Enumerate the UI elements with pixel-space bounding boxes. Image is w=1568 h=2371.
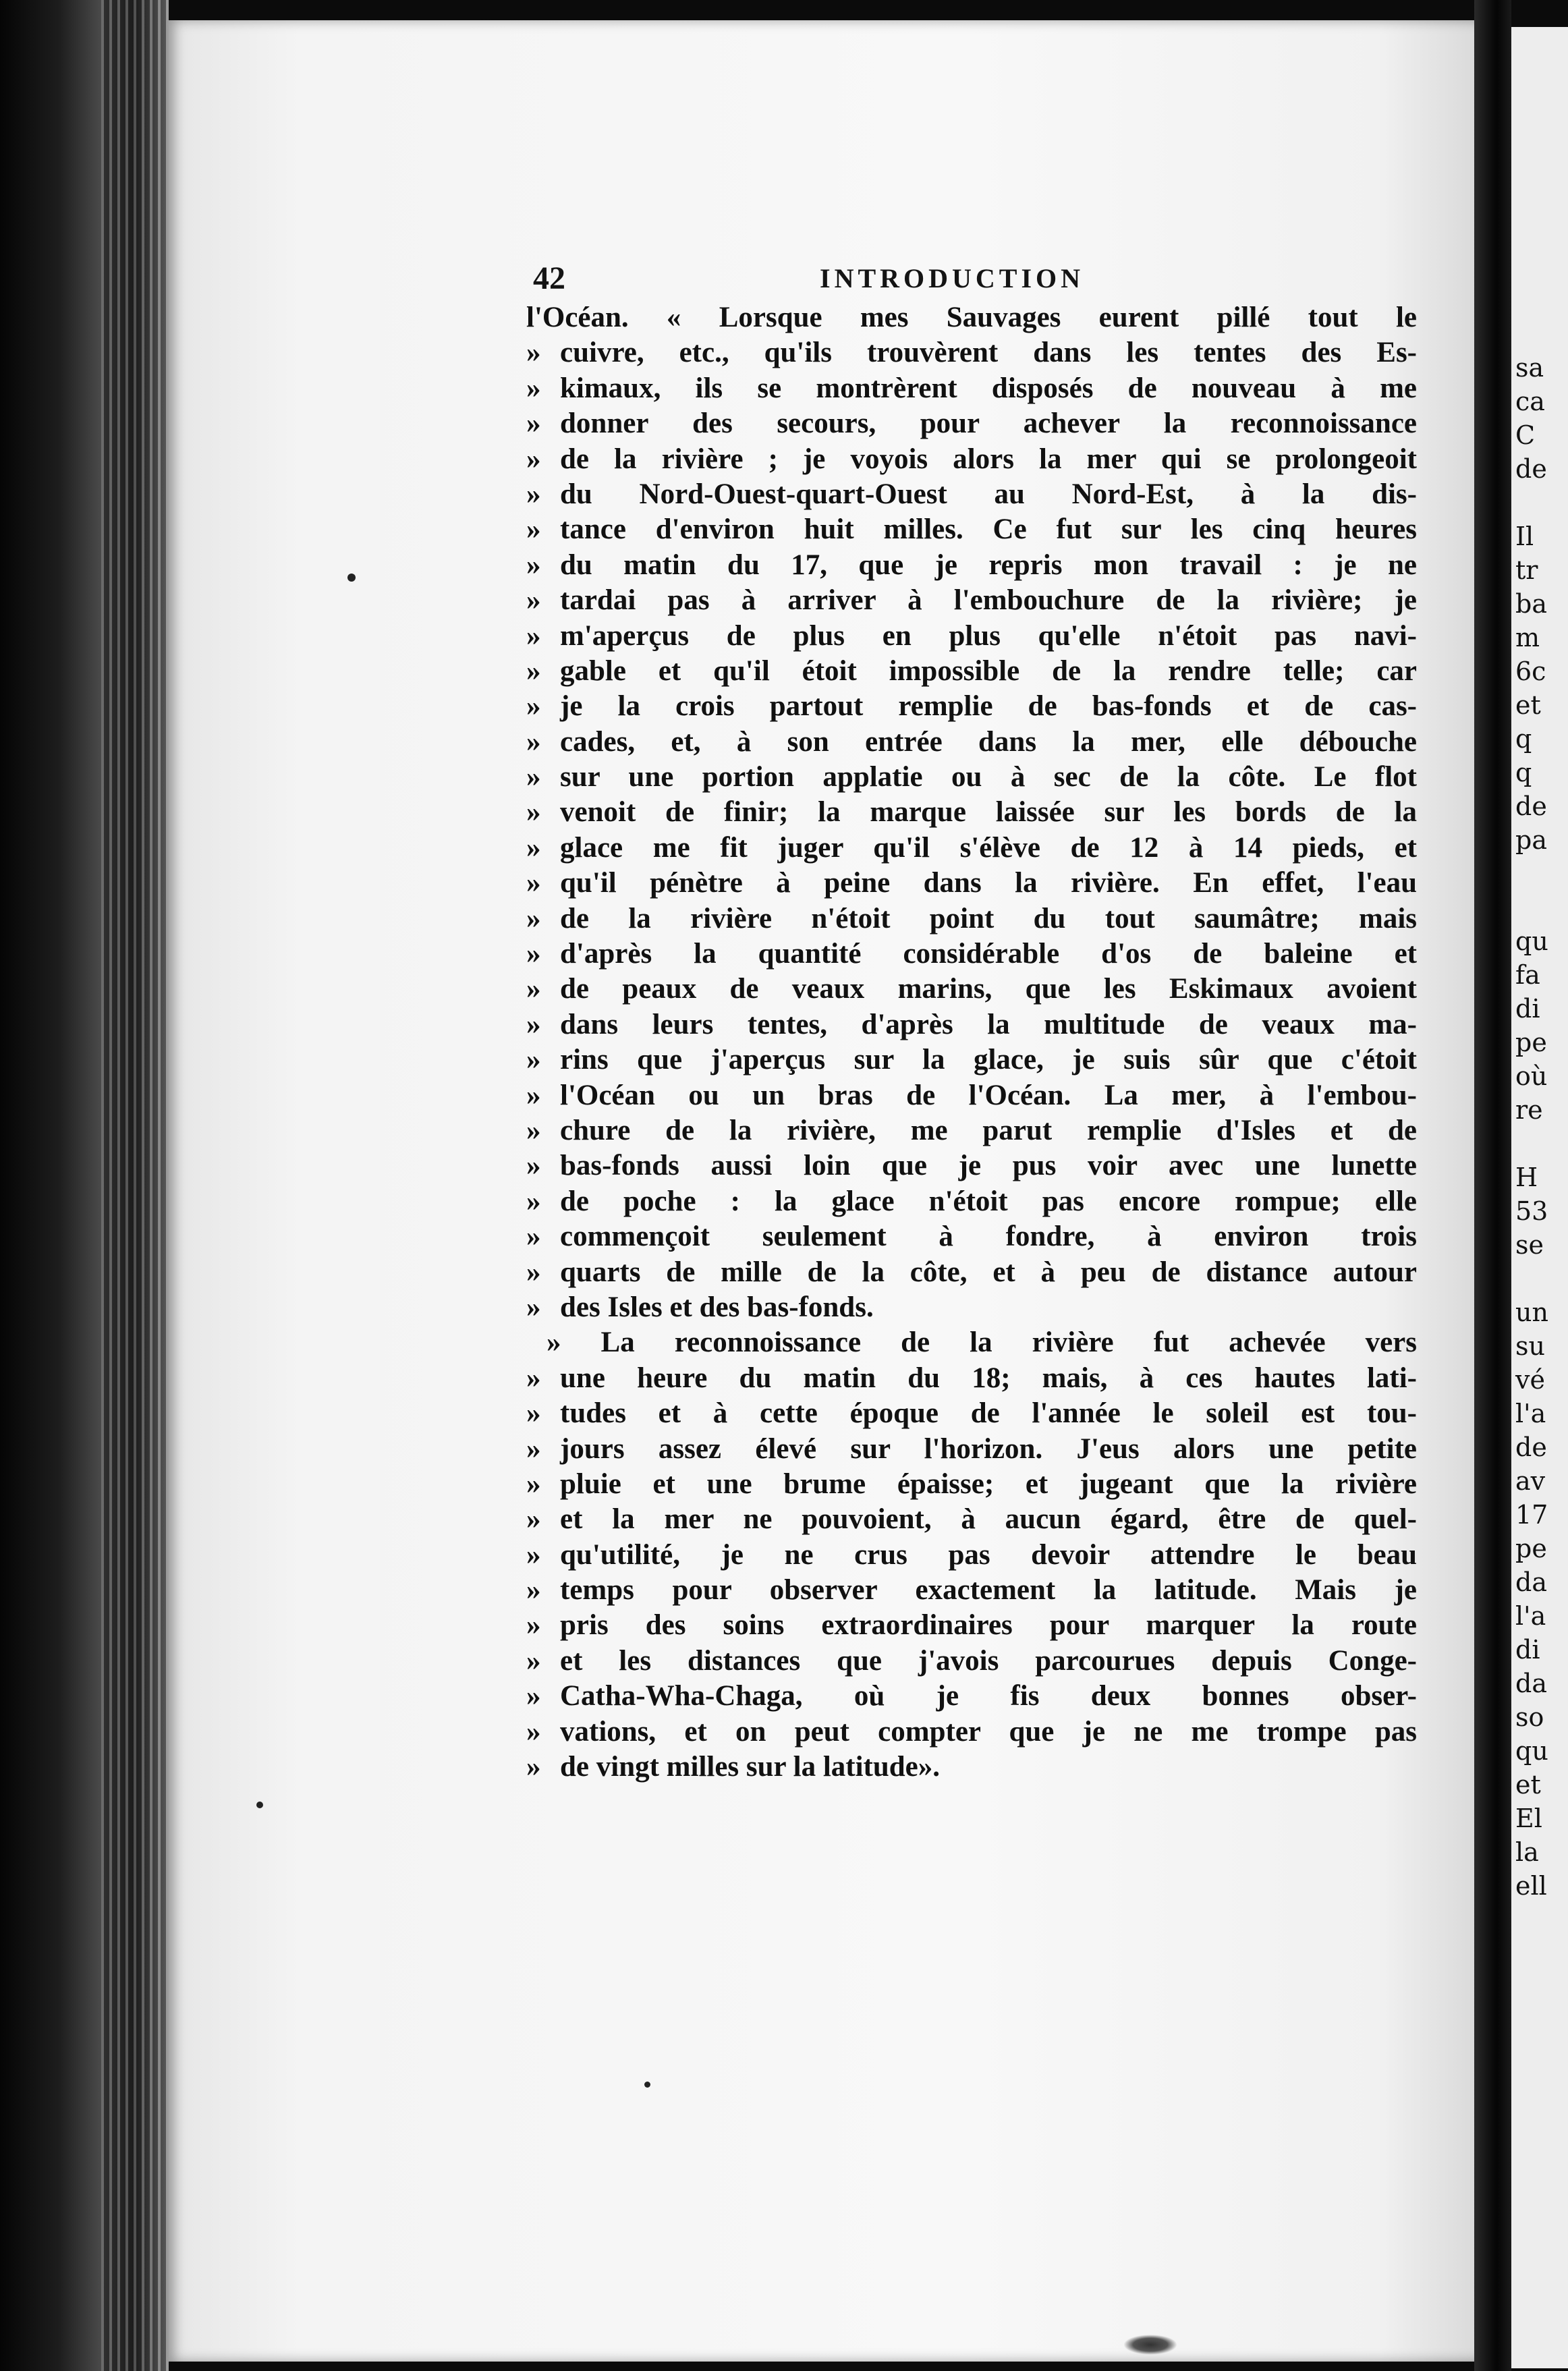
text-line — [526, 1042, 1417, 1078]
text-line — [526, 335, 1417, 370]
text-line-content: pluie et une brume épaisse; et jugeant que la rivière — [560, 1468, 1417, 1500]
text-line — [526, 795, 1417, 830]
text-line — [526, 1538, 1417, 1573]
quote-marker: » — [526, 1114, 541, 1146]
quote-marker: » — [526, 1185, 541, 1217]
text-line-content: d'après la quantité considérable d'os de baleine et — [560, 938, 1417, 970]
text-line — [526, 1078, 1417, 1113]
facing-page-fragment: fa — [1515, 960, 1540, 990]
text-line — [526, 1608, 1417, 1643]
text-line-content: gable et qu'il étoit impossible de la rendre telle; car — [560, 654, 1417, 687]
text-line-content: une heure du matin du 18; mais, à ces hautes lati- — [560, 1362, 1417, 1394]
facing-page-fragment: su — [1515, 1331, 1545, 1361]
facing-page-fragment: de — [1515, 1432, 1547, 1462]
quote-marker: » — [526, 1468, 541, 1500]
facing-page-fragment — [1515, 1262, 1568, 1295]
text-line — [526, 901, 1417, 937]
facing-page-fragment — [1515, 857, 1568, 891]
facing-page-fragment: de — [1515, 791, 1547, 821]
quote-marker: » — [526, 1609, 541, 1642]
text-line — [526, 1184, 1417, 1219]
quote-marker: » — [526, 513, 541, 546]
quote-marker: » — [526, 867, 541, 899]
text-line-content: de poche : la glace n'étoit pas encore rompue; elle — [560, 1185, 1417, 1217]
facing-page-fragment: m — [1515, 623, 1540, 652]
text-line — [526, 512, 1417, 547]
paper-speck — [347, 574, 356, 582]
text-line — [526, 619, 1417, 654]
quote-marker: » — [526, 1644, 541, 1677]
text-line-content: de vingt milles sur la latitude». — [560, 1751, 941, 1783]
text-line — [526, 1644, 1417, 1679]
quote-marker: » — [526, 1008, 541, 1040]
text-line-content: venoit de finir; la marque laissée sur les bords de la — [560, 796, 1417, 829]
quote-marker: » — [526, 1715, 541, 1748]
facing-page-fragment: 53 — [1515, 1196, 1548, 1226]
facing-page-fragment: sa — [1515, 353, 1544, 383]
facing-page-fragment: 6c — [1515, 657, 1546, 686]
text-line-content: qu'il pénètre à peine dans la rivière. En effet, l'eau — [560, 867, 1417, 899]
facing-page-fragment: q — [1515, 724, 1532, 754]
quote-marker: » — [526, 1538, 541, 1571]
quote-marker: » — [526, 1503, 541, 1536]
text-line-content: du matin du 17, que je repris mon travail : je ne — [560, 549, 1417, 581]
facing-page-fragment: et — [1515, 690, 1541, 720]
quote-marker: » — [526, 1079, 541, 1111]
text-line-content: qu'utilité, je ne crus pas devoir attendre le beau — [560, 1538, 1417, 1571]
facing-page-fragment: qu — [1515, 1736, 1548, 1766]
quote-marker: » — [526, 619, 541, 652]
text-line-content: l'Océan ou un bras de l'Océan. La mer, à l'embou- — [560, 1079, 1417, 1111]
facing-page-fragment: qu — [1515, 926, 1548, 956]
facing-page-fragment: où — [1515, 1061, 1548, 1091]
text-line — [526, 477, 1417, 512]
running-head: INTRODUCTION — [820, 263, 1085, 294]
text-line — [526, 972, 1417, 1007]
quote-marker: » — [526, 443, 541, 475]
text-line — [526, 654, 1417, 689]
text-line — [526, 1467, 1417, 1502]
text-line-content: cuivre, etc., qu'ils trouvèrent dans les tentes des Es- — [560, 337, 1417, 369]
quote-marker: » — [526, 337, 541, 369]
text-line-content: donner des secours, pour achever la reconnoissance — [560, 408, 1417, 440]
text-line — [526, 760, 1417, 795]
facing-page-fragment: ell — [1515, 1871, 1547, 1901]
text-line-content: Catha-Wha-Chaga, où je fis deux bonnes obser- — [560, 1680, 1417, 1712]
facing-page-fragment: pe — [1515, 1028, 1547, 1057]
quote-marker: » — [526, 654, 541, 687]
book-binding-edge — [0, 0, 169, 2371]
text-line — [526, 1255, 1417, 1290]
quote-marker: » — [526, 372, 541, 404]
quote-marker: » — [526, 796, 541, 829]
text-line — [526, 1714, 1417, 1750]
text-line — [526, 300, 1417, 335]
text-line-content: kimaux, ils se montrèrent disposés de nouveau à me — [560, 372, 1417, 404]
quote-marker: » — [526, 902, 541, 935]
text-line-content: m'aperçus de plus en plus qu'elle n'étoit pas navi- — [560, 619, 1417, 652]
text-line-content: jours assez élevé sur l'horizon. J'eus alors une petite — [560, 1432, 1417, 1465]
text-line — [526, 371, 1417, 406]
facing-page-sliver — [1511, 27, 1568, 2368]
book-gutter — [1474, 0, 1511, 2371]
text-line-content: je la crois partout remplie de bas-fonds et de cas- — [560, 690, 1417, 723]
quote-marker: » — [526, 1256, 541, 1288]
quote-marker: » — [526, 1221, 541, 1253]
quote-marker: » — [526, 831, 541, 864]
text-line-content: et la mer ne pouvoient, à aucun égard, être de quel- — [560, 1503, 1417, 1536]
text-line — [526, 1750, 1417, 1785]
facing-page-fragment: av — [1515, 1466, 1546, 1496]
facing-page-fragment: vé — [1515, 1365, 1545, 1395]
text-line — [526, 406, 1417, 441]
text-line — [526, 831, 1417, 866]
quote-marker: » — [526, 584, 541, 617]
text-line — [526, 1679, 1417, 1714]
facing-page-fragment: ca — [1515, 387, 1545, 416]
facing-page-fragment: et — [1515, 1770, 1541, 1800]
text-line — [526, 583, 1417, 618]
text-line — [526, 1432, 1417, 1467]
facing-page-fragment: C — [1515, 420, 1536, 450]
text-line — [526, 548, 1417, 583]
text-line-content: cades, et, à son entrée dans la mer, elle débouche — [560, 725, 1417, 758]
quote-marker: » — [526, 690, 541, 723]
text-line — [526, 1219, 1417, 1254]
facing-page-fragment: da — [1515, 1669, 1547, 1698]
text-line-content: vations, et on peut compter que je ne me trompe pas — [560, 1715, 1417, 1748]
text-line — [526, 1290, 1417, 1325]
facing-page-fragment: di — [1515, 994, 1540, 1024]
quote-marker: » — [526, 761, 541, 793]
facing-page-fragment: tr — [1515, 555, 1538, 585]
text-line-content: temps pour observer exactement la latitude. Mais je — [560, 1574, 1417, 1607]
facing-page-fragment: 17 — [1515, 1500, 1548, 1530]
text-line-content: et les distances que j'avois parcourues depuis Conge- — [560, 1644, 1417, 1677]
text-line-content: quarts de mille de la côte, et à peu de distance autour — [560, 1256, 1417, 1288]
text-line-content: dans leurs tentes, d'après la multitude de veaux ma- — [560, 1008, 1417, 1040]
facing-page-fragment — [1515, 486, 1568, 520]
quote-marker: » — [526, 973, 541, 1005]
quote-marker: » — [526, 1397, 541, 1430]
facing-page-fragment: so — [1515, 1702, 1544, 1732]
text-line-content: rins que j'aperçus sur la glace, je suis sûr que c'étoit — [560, 1044, 1417, 1076]
facing-page-fragment: pe — [1515, 1534, 1547, 1563]
quote-marker: » — [526, 1680, 541, 1712]
text-line — [526, 1007, 1417, 1042]
text-line — [526, 442, 1417, 477]
quote-marker: » — [526, 1291, 541, 1323]
facing-page-fragment: pa — [1515, 825, 1547, 855]
page-number: 42 — [533, 260, 565, 296]
facing-page-fragment — [1515, 1127, 1568, 1161]
text-line — [526, 725, 1417, 760]
quote-marker: » — [526, 1574, 541, 1607]
text-line-content: de la rivière ; je voyois alors la mer qui se prolongeoit — [560, 443, 1417, 475]
text-line — [526, 1148, 1417, 1183]
text-line-content: l'Océan. « Lorsque mes Sauvages eurent pillé tout le — [526, 302, 1417, 333]
text-line — [526, 937, 1417, 972]
facing-page-fragment: Il — [1515, 522, 1534, 551]
quote-marker: » — [526, 478, 541, 510]
quote-marker: » — [526, 408, 541, 440]
facing-page-fragment: El — [1515, 1804, 1542, 1833]
text-line — [526, 689, 1417, 724]
facing-page-fragment: re — [1515, 1095, 1543, 1125]
text-line-content: bas-fonds aussi loin que je pus voir avec une lunette — [560, 1150, 1417, 1182]
text-line-content: pris des soins extraordinaires pour marquer la route — [560, 1609, 1417, 1642]
text-line-content: tardai pas à arriver à l'embouchure de la rivière; je — [560, 584, 1417, 617]
quote-marker: » — [526, 1432, 541, 1465]
text-line-content: de peaux de veaux marins, que les Eskimaux avoient — [560, 973, 1417, 1005]
text-line — [526, 1361, 1417, 1396]
quote-marker: » — [526, 938, 541, 970]
text-line-content: de la rivière n'étoit point du tout saumâtre; mais — [560, 902, 1417, 935]
facing-page-fragment: un — [1515, 1298, 1548, 1327]
text-line-content: des Isles et des bas-fonds. — [560, 1291, 874, 1323]
text-line-content: chure de la rivière, me parut remplie d'Isles et de — [560, 1114, 1417, 1146]
quote-marker: » — [526, 1044, 541, 1076]
text-line-content: sur une portion applatie ou à sec de la côte. Le flot — [560, 761, 1417, 793]
text-line — [526, 1396, 1417, 1431]
quote-marker: » — [526, 549, 541, 581]
page-stain — [1123, 2335, 1177, 2355]
text-line — [526, 866, 1417, 901]
quote-marker: » — [526, 1751, 541, 1783]
facing-page-fragment: q — [1515, 758, 1532, 787]
text-line-content: commençoit seulement à fondre, à environ trois — [560, 1221, 1417, 1253]
facing-page-fragment: de — [1515, 454, 1547, 484]
quote-marker: » — [526, 1150, 541, 1182]
facing-page-fragment: la — [1515, 1837, 1539, 1867]
text-line — [526, 1502, 1417, 1537]
text-line — [526, 1573, 1417, 1608]
text-line — [526, 1325, 1417, 1360]
text-line — [526, 1113, 1417, 1148]
text-line-content: tudes et à cette époque de l'année le soleil est tou- — [560, 1397, 1417, 1430]
paper-speck — [256, 1802, 263, 1808]
page-header — [533, 260, 1410, 300]
facing-page-fragment — [1515, 891, 1568, 924]
facing-page-fragment: di — [1515, 1635, 1540, 1665]
facing-page-fragment: H — [1515, 1163, 1538, 1192]
text-line-content: » La reconnoissance de la rivière fut achevée vers — [547, 1327, 1417, 1359]
facing-page-fragment: se — [1515, 1230, 1544, 1260]
text-line-content: glace me fit juger qu'il s'élève de 12 à 14 pieds, et — [560, 831, 1417, 864]
facing-page-fragment: ba — [1515, 589, 1547, 619]
facing-page-fragment: l'a — [1515, 1601, 1546, 1631]
facing-page-fragment: da — [1515, 1567, 1547, 1597]
body-text — [526, 300, 1417, 1785]
text-line-content: tance d'environ huit milles. Ce fut sur les cinq heures — [560, 513, 1417, 546]
text-line-content: du Nord-Ouest-quart-Ouest au Nord-Est, à la dis- — [560, 478, 1417, 510]
quote-marker: » — [526, 725, 541, 758]
paper-speck — [644, 2082, 650, 2088]
quote-marker: » — [526, 1362, 541, 1394]
facing-page-fragment: l'a — [1515, 1399, 1546, 1428]
